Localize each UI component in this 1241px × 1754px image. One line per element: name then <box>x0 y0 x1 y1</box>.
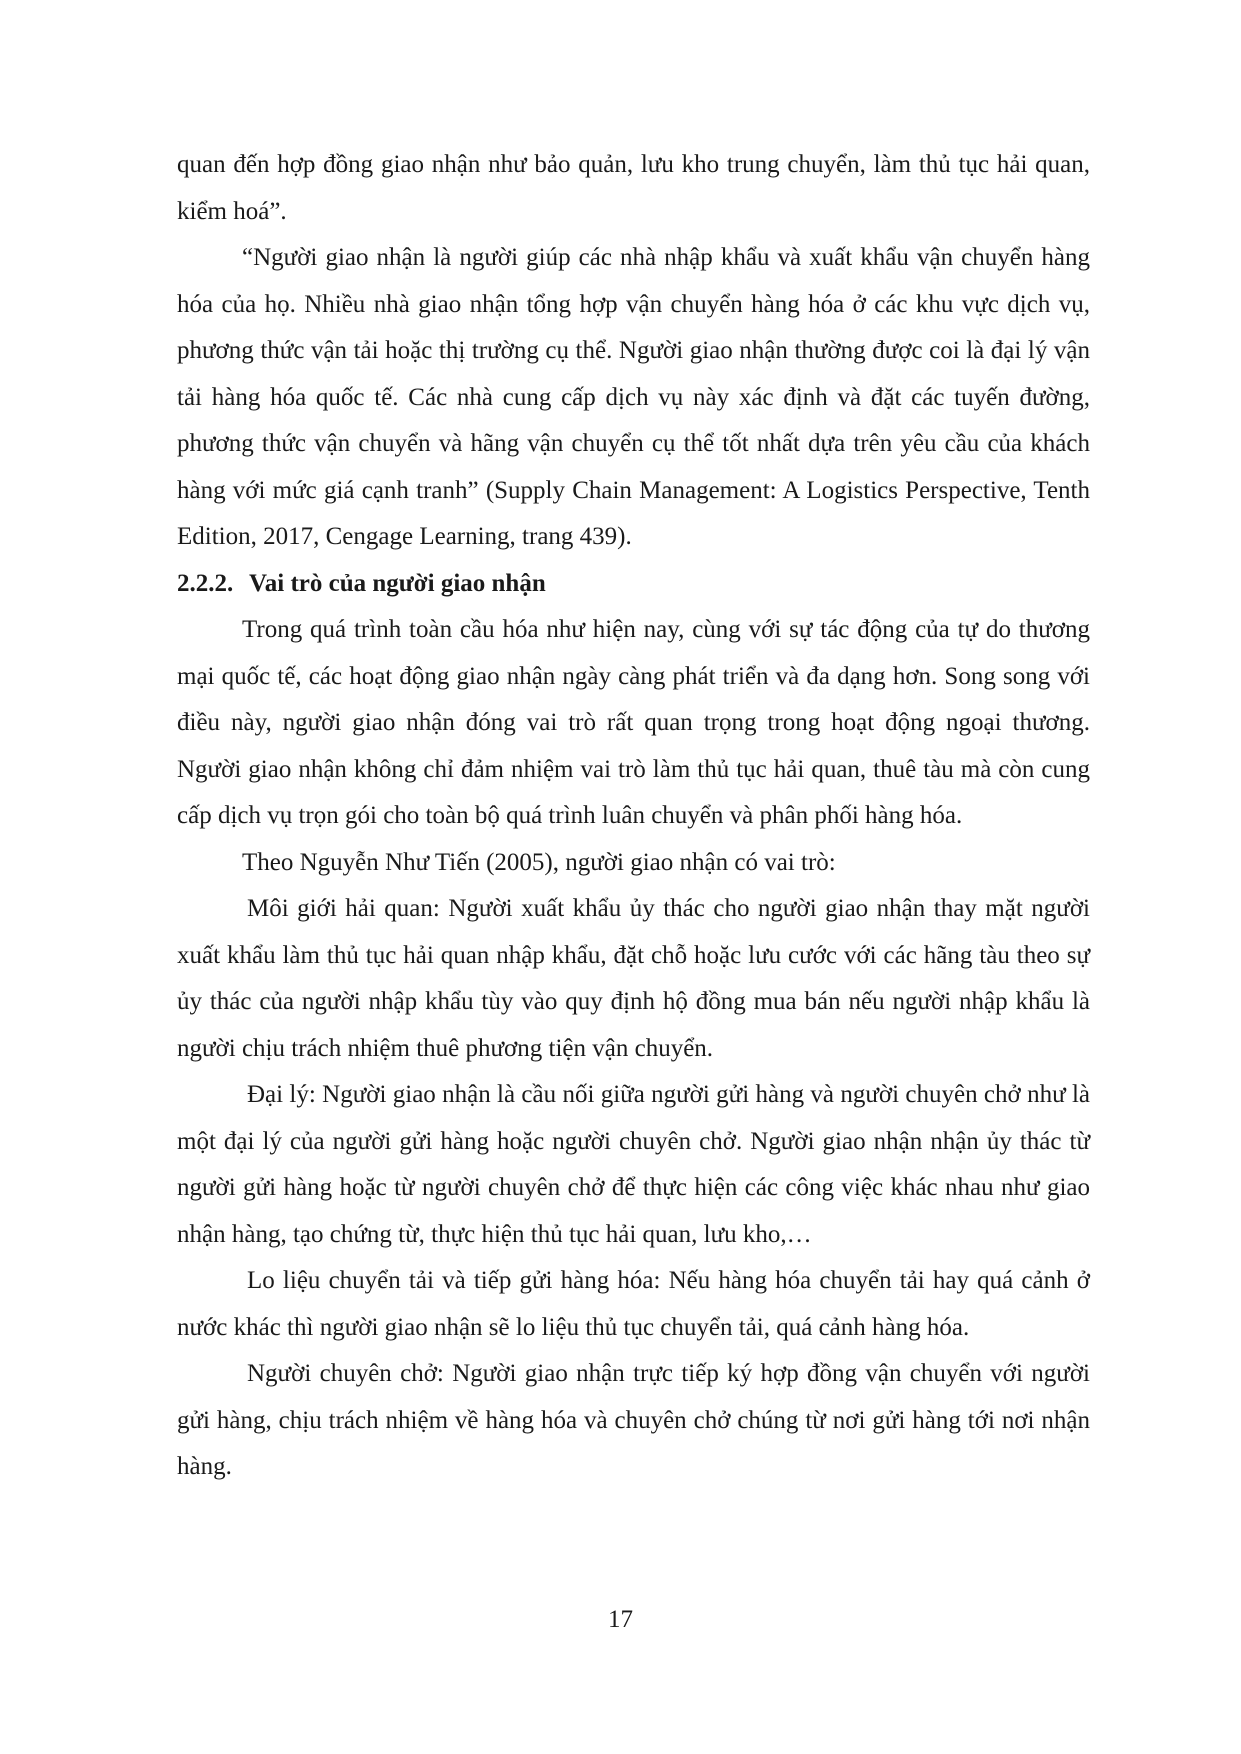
paragraph-agent: Đại lý: Người giao nhận là cầu nối giữa người gửi hàng và người chuyên chở như là một đại lý của người gửi hàng hoặc người chuyên chở. Người giao nhận nhận ủy thác từ người gửi hàng hoặc từ người chuyên chở để thực hiện các công việc khác nhau như giao nhận hàng, tạo chứng từ, thực hiện thủ tục hải quan, lưu kho,… <box>177 1081 1090 1248</box>
section-heading <box>177 561 1090 608</box>
section-number: 2.2.2. <box>177 569 234 597</box>
paragraph-transshipment: Lo liệu chuyển tải và tiếp gửi hàng hóa: Nếu hàng hóa chuyển tải hay quá cảnh ở nước khác thì người giao nhận sẽ lo liệu thủ tục chuyển tải, quá cảnh hàng hóa. <box>177 1267 1090 1341</box>
paragraph-customs-broker: Môi giới hải quan: Người xuất khẩu ủy thác cho người giao nhận thay mặt người xuất khẩu làm thủ tục hải quan nhập khẩu, đặt chỗ hoặc lưu cước với các hãng tàu theo sự ủy thác của người nhập khẩu tùy vào quy định hộ đồng mua bán nếu người nhập khẩu là người chịu trách nhiệm thuê phương tiện vận chuyển. <box>177 895 1090 1062</box>
paragraph-carrier: Người chuyên chở: Người giao nhận trực tiếp ký hợp đồng vận chuyển với người gửi hàng, chịu trách nhiệm về hàng hóa và chuyên chở chúng từ nơi gửi hàng tới nơi nhận hàng. <box>177 1360 1090 1480</box>
page-number: 17 <box>608 1606 633 1633</box>
paragraph-intro: Trong quá trình toàn cầu hóa như hiện nay, cùng với sự tác động của tự do thương mại quốc tế, các hoạt động giao nhận ngày càng phát triển và đa dạng hơn. Song song với điều này, người giao nhận đóng vai trò rất quan trọng trong hoạt động ngoại thương. Người giao nhận không chỉ đảm nhiệm vai trò làm thủ tục hải quan, thuê tàu mà còn cung cấp dịch vụ trọn gói cho toàn bộ quá trình luân chuyển và phân phối hàng hóa. <box>177 616 1090 829</box>
section-title: Vai trò của người giao nhận <box>249 569 546 597</box>
document-page <box>177 142 1090 1491</box>
paragraph-continuation: quan đến hợp đồng giao nhận như bảo quản, lưu kho trung chuyển, làm thủ tục hải quan, kiểm hoá”. <box>177 151 1090 225</box>
paragraph-source: Theo Nguyễn Như Tiến (2005), người giao nhận có vai trò: <box>242 848 836 876</box>
paragraph-quote-definition: “Người giao nhận là người giúp các nhà nhập khẩu và xuất khẩu vận chuyển hàng hóa của họ. Nhiều nhà giao nhận tổng hợp vận chuyển hàng hóa ở các khu vực dịch vụ, phương thức vận tải hoặc thị trường cụ thể. Người giao nhận thường được coi là đại lý vận tải hàng hóa quốc tế. Các nhà cung cấp dịch vụ này xác định và đặt các tuyến đường, phương thức vận chuyển và hãng vận chuyển cụ thể tốt nhất dựa trên yêu cầu của khách hàng với mức giá cạnh tranh” (Supply Chain Management: A Logistics Perspective, Tenth Edition, 2017, Cengage Learning, trang 439). <box>177 244 1090 550</box>
